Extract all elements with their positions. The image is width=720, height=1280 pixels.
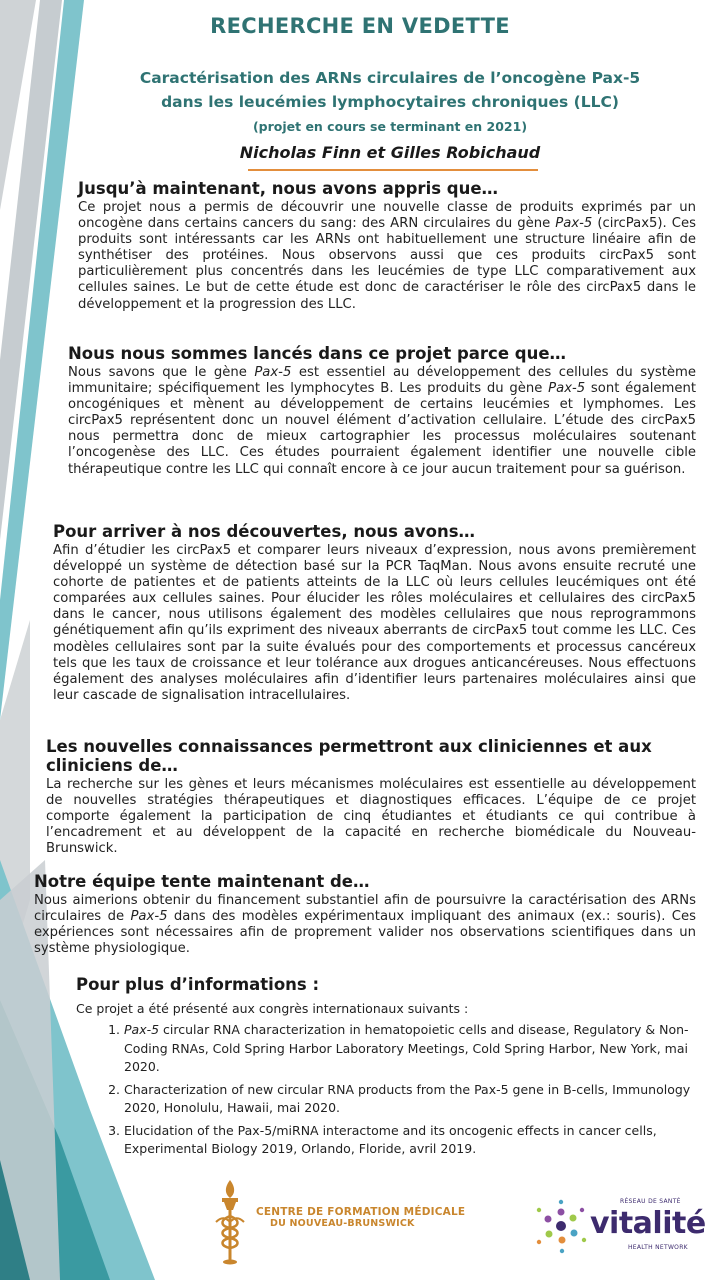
section-learned bbox=[78, 179, 696, 313]
list-item: 1. Pax-5 circular RNA characterization in hematopoietic cells and disease, Regulatory & Non-Coding RNAs, Cold Spring Harbor Laboratory Meetings, Cold Spring Harbor, New York, mai 2020. bbox=[124, 1021, 696, 1077]
project-note: (projet en cours se terminant en 2021) bbox=[252, 119, 528, 134]
section-clinicians bbox=[46, 737, 696, 857]
article-title bbox=[120, 66, 660, 114]
more-info-intro: Ce projet a été présenté aux congrès internationaux suivants : bbox=[76, 1001, 469, 1016]
section-body: Ce projet nous a permis de découvrir une nouvelle classe de produits exprimés par un oncogène dans certains cancers du sang: des ARN circulaires du gène Pax-5 (circPax5). Ces produits sont intéressants car les ARNs ont habituellement une structure linéaire afin de synthétiser des protéines. Nous observons aussi que ces produits circPax5 sont particulièrement plus concentrés dans les leucémies de type LLC comparativement aux cellules saines. Le but de cette étude est donc de caractériser le rôle des circPax5 dans le développement et la progression des LLC. bbox=[78, 200, 696, 312]
vitalite-tagline-top: RÉSEAU DE SANTÉ bbox=[620, 1198, 681, 1205]
dotted-flower-icon bbox=[534, 1196, 588, 1260]
section-heading: Notre équipe tente maintenant de… bbox=[34, 872, 370, 891]
list-item: 3. Elucidation of the Pax-5/miRNA interactome and its oncogenic effects in cancer cells, Experimental Biology 2019, Orlando, Floride, avril 2019. bbox=[124, 1122, 696, 1159]
section-heading: Jusqu’à maintenant, nous avons appris que… bbox=[78, 179, 499, 198]
list-item: 2. Characterization of new circular RNA products from the Pax-5 gene in B-cells, Immunology 2020, Honolulu, Hawaii, mai 2020. bbox=[124, 1081, 696, 1118]
more-info-heading: Pour plus d’informations : bbox=[76, 975, 320, 994]
conference-list bbox=[76, 1021, 696, 1159]
authors: Nicholas Finn et Gilles Robichaud bbox=[239, 143, 541, 162]
section-body: Nous savons que le gène Pax-5 est essentiel au développement des cellules du système immunitaire; spécifiquement les lymphocytes B. Les produits du gène Pax-5 sont également oncogéniques et mènent au développement de certains leucémies et lymphomes. Les circPax5 représentent donc un nouvel élément d’activation cellulaire. L’étude des circPax5 nous permettra donc de mieux cartographier les processus moléculaires soutenant l’oncogenèse des LLC. Ces études pourraient également identifier une nouvelle cible thérapeutique contre les LLC qui connaît encore à ce jour aucun traitement pour sa guérison. bbox=[68, 365, 696, 477]
title-line-1: Caractérisation des ARNs circulaires de l’oncogène Pax-5 bbox=[139, 69, 641, 87]
section-heading: Nous nous sommes lancés dans ce projet parce que… bbox=[68, 344, 567, 363]
caduceus-torch-icon bbox=[208, 1176, 252, 1266]
vitalite-logo bbox=[534, 1196, 706, 1260]
section-heading: Les nouvelles connaissances permettront aux cliniciennes et aux cliniciens de… bbox=[46, 737, 652, 775]
cfm-line-1: CENTRE DE FORMATION MÉDICALE bbox=[256, 1206, 466, 1218]
vitalite-tagline-bottom: HEALTH NETWORK bbox=[628, 1244, 688, 1251]
title-line-2: dans les leucémies lymphocytaires chroniques (LLC) bbox=[161, 93, 619, 111]
section-body: La recherche sur les gènes et leurs mécanismes moléculaires est essentielle au développement de nouvelles stratégies thérapeutiques et diagnostiques efficaces. L’équipe de ce projet comporte également la participation de cinq étudiantes et étudiants ce qui contribue à l’encadrement et au développent de la capacité en recherche biomédicale du Nouveau-Brunswick. bbox=[46, 777, 696, 857]
section-next bbox=[34, 872, 696, 957]
cfm-logo bbox=[208, 1176, 468, 1266]
section-heading: Pour arriver à nos découvertes, nous avons… bbox=[53, 522, 476, 541]
more-info bbox=[76, 975, 696, 1163]
cfm-line-2: DU NOUVEAU-BRUNSWICK bbox=[270, 1218, 415, 1229]
banner-title: RECHERCHE EN VEDETTE bbox=[210, 14, 510, 38]
cfm-name bbox=[256, 1206, 465, 1229]
section-body: Nous aimerions obtenir du financement substantiel afin de poursuivre la caractérisation des ARNs circulaires de Pax-5 dans des modèles expérimentaux impliquant des animaux (ex.: souris). Ces expériences sont nécessaires afin de proprement valider nos observations scientifiques dans un système physiologique. bbox=[34, 893, 696, 957]
section-body: Afin d’étudier les circPax5 et comparer leurs niveaux d’expression, nous avons premièrement développé un système de détection basé sur la PCR TaqMan. Nous avons ensuite recruté une cohorte de patientes et de patients atteints de la LLC où leurs cellules leucémiques ont été comparées aux cellules saines. Pour élucider les rôles moléculaires et cellulaires des circPax5 dans le cancer, nous utilisons également des modèles cellulaires que nous reprogrammons génétiquement afin qu’ils expriment des niveaux aberrants de circPax5 tout comme les LLC. Ces modèles cellulaires sont par la suite évalués pour des comportements et processus cancéreux tels que les taux de croissance et leur tolérance aux drogues anticancéreuses. Nous effectuons également des analyses moléculaires afin d’identifier leurs partenaires moléculaires ainsi que leur cascade de signalisation intracellulaires. bbox=[53, 543, 696, 703]
vitalite-wordmark: vitalité bbox=[590, 1206, 706, 1241]
section-why bbox=[68, 344, 696, 478]
section-methods bbox=[53, 522, 696, 704]
title-divider bbox=[248, 169, 538, 171]
